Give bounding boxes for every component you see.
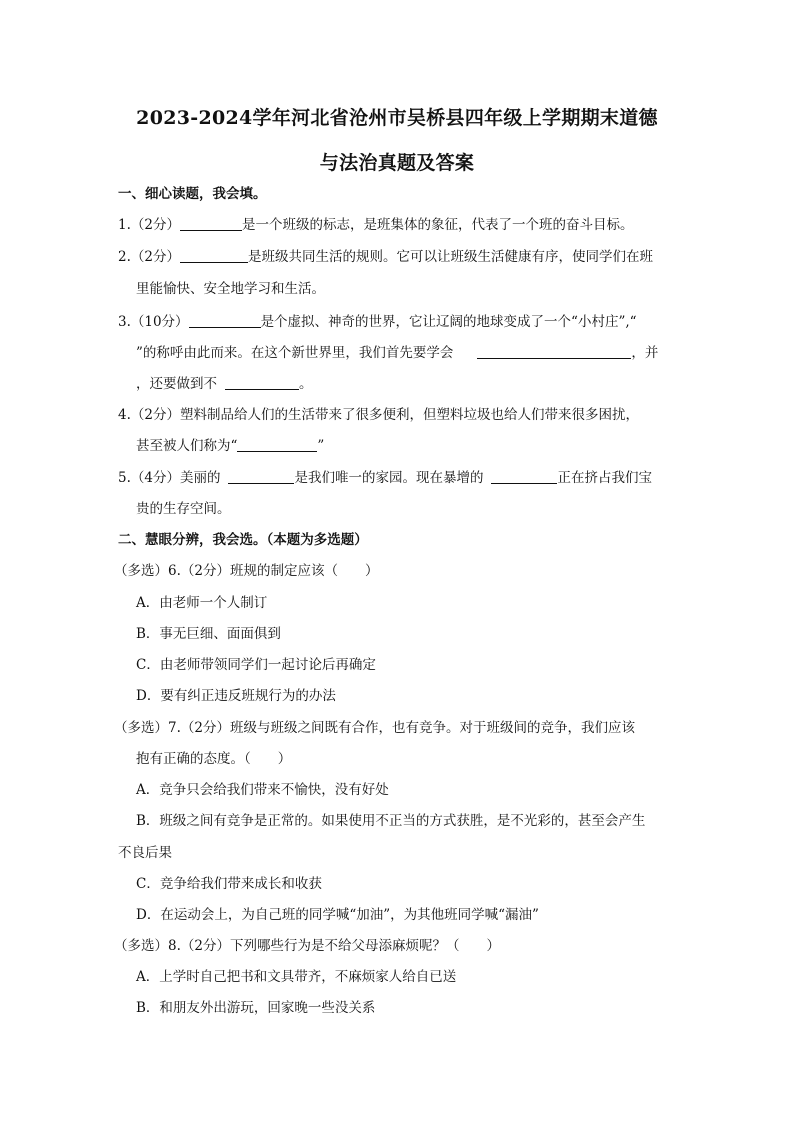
q3-line3-b: 。 <box>299 376 313 392</box>
q3-line3-a: ，还要做到不 <box>136 376 217 392</box>
q3-blank-4 <box>225 375 299 390</box>
question-5-cont: 贵的生存空间。 <box>136 501 231 517</box>
q4-text: 塑料制品给人们的生活带来了很多便利，但塑料垃圾也给人们带来很多困扰， <box>179 407 639 423</box>
q3-blank-3 <box>477 344 631 359</box>
question-1 <box>118 215 633 235</box>
q6-option-b: B．事无巨细、面面俱到 <box>136 626 281 642</box>
question-7-stem: （多选）7.（2分）班级与班级之间既有合作，也有竞争。对于班级间的竞争，我们应该 <box>114 720 635 736</box>
q4-cont-a: 甚至被人们称为“ <box>136 438 238 454</box>
question-3 <box>118 312 637 332</box>
q5-prefix: 5.（4分） <box>118 470 180 486</box>
q5-blank-2 <box>491 469 557 484</box>
q7-option-c: C．竞争给我们带来成长和收获 <box>136 876 322 892</box>
question-2-cont: 里能愉快、安全地学习和生活。 <box>136 281 325 297</box>
q8-option-a: A．上学时自己把书和文具带齐，不麻烦家人给自已送 <box>136 969 457 985</box>
q3-blank-1 <box>189 313 261 328</box>
question-5 <box>118 468 652 488</box>
section2-heading: 二、慧眼分辨，我会选。（本题为多选题） <box>118 532 368 548</box>
q3-line2-b: ，并 <box>631 345 659 361</box>
q6-option-a: A．由老师一个人制订 <box>136 595 268 611</box>
q7-option-a: A．竞争只会给我们带来不愉快，没有好处 <box>136 782 389 798</box>
question-3-line3 <box>136 374 313 394</box>
section1-heading: 一、细心读题，我会填。 <box>118 186 267 202</box>
q1-prefix: 1.（2分） <box>118 217 180 233</box>
q7-option-b: B．班级之间有竞争是正常的。如果使用不正当的方式获胜，是不光彩的，甚至会产生 <box>136 813 646 829</box>
q2-blank <box>180 248 248 263</box>
question-3-line2 <box>136 343 658 363</box>
question-4-cont <box>136 436 324 456</box>
q7-option-d: D．在运动会上，为自己班的同学喊“加油”，为其他班同学喊“漏油” <box>136 907 539 923</box>
q1-text: 是一个班级的标志，是班集体的象征，代表了一个班的奋斗目标。 <box>241 217 634 233</box>
question-8-stem: （多选）8.（2分）下列哪些行为是不给父母添麻烦呢？（ ） <box>114 938 500 954</box>
q5-blank-1 <box>228 469 294 484</box>
q5-text-b: 是我们唯一的家园。现在暴增的 <box>294 470 484 486</box>
question-6-stem: （多选）6.（2分）班规的制定应该（ ） <box>114 563 379 579</box>
q4-prefix: 4.（2分） <box>118 407 180 423</box>
q1-blank <box>180 216 242 231</box>
question-4 <box>118 405 639 425</box>
q7-option-b-cont: 不良后果 <box>118 845 172 861</box>
page-title-line1: 2023-2024学年河北省沧州市吴桥县四年级上学期期末道德 <box>136 107 658 129</box>
q5-text-a: 美丽的 <box>179 470 221 486</box>
q4-cont-b: ” <box>317 438 325 454</box>
q4-blank <box>237 437 317 452</box>
q6-option-d: D．要有纠正违反班规行为的办法 <box>136 688 336 704</box>
question-2 <box>118 247 653 267</box>
q2-text: 是班级共同生活的规则。它可以让班级生活健康有序，使同学们在班 <box>247 249 653 265</box>
q2-prefix: 2.（2分） <box>118 249 180 265</box>
q3-text-a: 是个虚拟、神奇的世界，它让辽阔的地球变成了一个“小村庄”,“ <box>260 314 637 330</box>
q6-option-c: C．由老师带领同学们一起讨论后再确定 <box>136 657 376 673</box>
page-title-line2: 与法治真题及答案 <box>319 152 475 174</box>
q3-prefix: 3.（10分） <box>118 314 189 330</box>
question-7-stem-cont: 抱有正确的态度。（ ） <box>136 751 292 767</box>
q3-line2-a: ”的称呼由此而来。在这个新世界里，我们首先要学会 <box>136 345 454 361</box>
q5-text-c: 正在挤占我们宝 <box>557 470 652 486</box>
q8-option-b: B．和朋友外出游玩，回家晚一些没关系 <box>136 1000 376 1016</box>
